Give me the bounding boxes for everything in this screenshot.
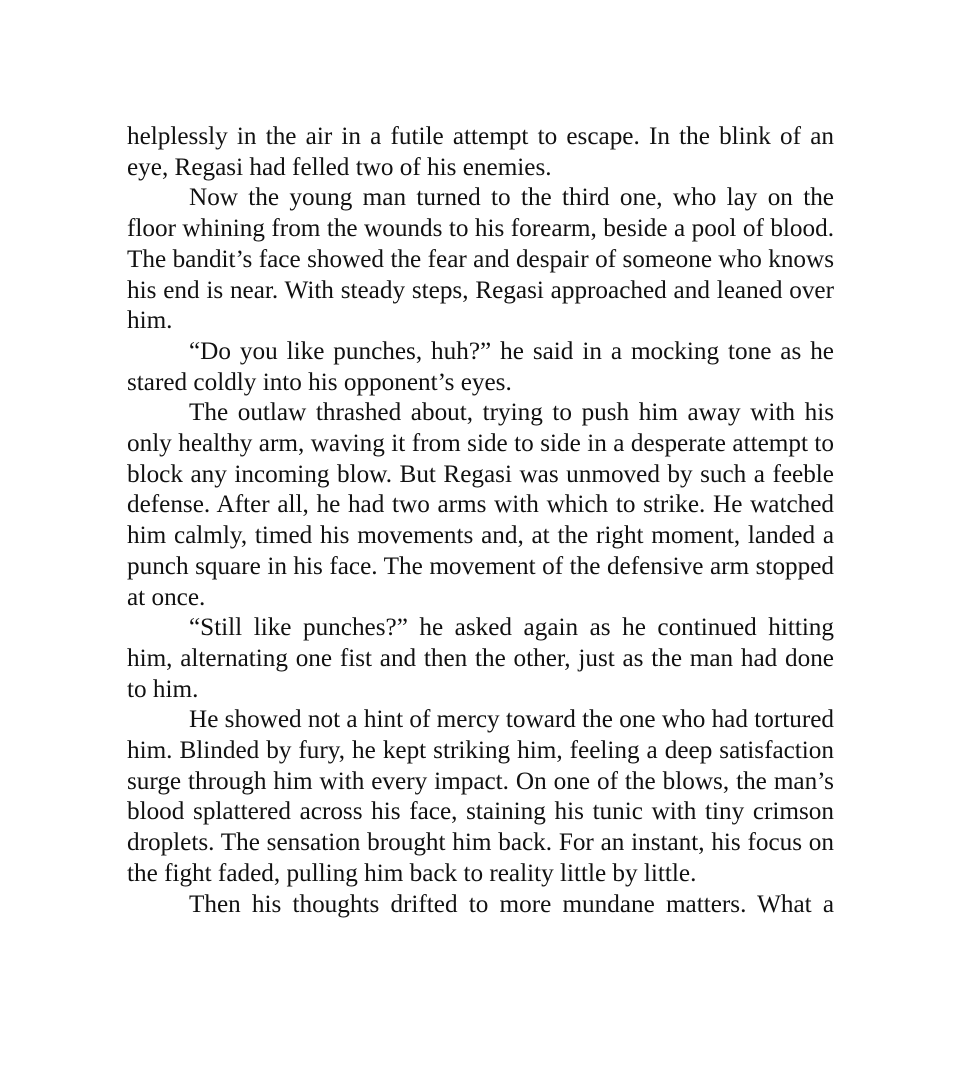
paragraph-3: “Do you like punches, huh?” he said in a mocking tone as he stared coldly into his opponent’s eyes. <box>127 337 834 396</box>
paragraph-1: helplessly in the air in a futile attempt to escape. In the blink of an eye, Regasi had felled two of his enemies. <box>127 123 834 181</box>
paragraph-5: “Still like punches?” he asked again as he continued hitting him, alternating one fist and then the other, just as the man had done to him. <box>127 614 834 703</box>
page-text <box>127 122 834 920</box>
paragraph-2: Now the young man turned to the third one, who lay on the floor whining from the wounds to his forearm, beside a pool of blood. The bandit’s face showed the fear and despair of someone who knows his end is near. With steady steps, Regasi approached and leaned over him. <box>127 184 834 335</box>
paragraph-6: He showed not a hint of mercy toward the one who had tortured him. Blinded by fury, he kept striking him, feeling a deep satisfaction surge through him with every impact. On one of the blows, the man’s blood splattered across his face, staining his tunic with tiny crimson droplets. The sensation brought him back. For an instant, his focus on the fight faded, pulling him back to reality little by little. <box>127 706 834 887</box>
paragraph-7: Then his thoughts drifted to more mundane matters. What a <box>189 890 834 918</box>
paragraph-4: The outlaw thrashed about, trying to push him away with his only healthy arm, waving it from side to side in a desperate attempt to block any incoming blow. But Regasi was unmoved by such a feeble defense. After all, he had two arms with which to strike. He watched him calmly, timed his movements and, at the right moment, landed a punch square in his face. The movement of the defensive arm stopped at once. <box>127 399 834 611</box>
